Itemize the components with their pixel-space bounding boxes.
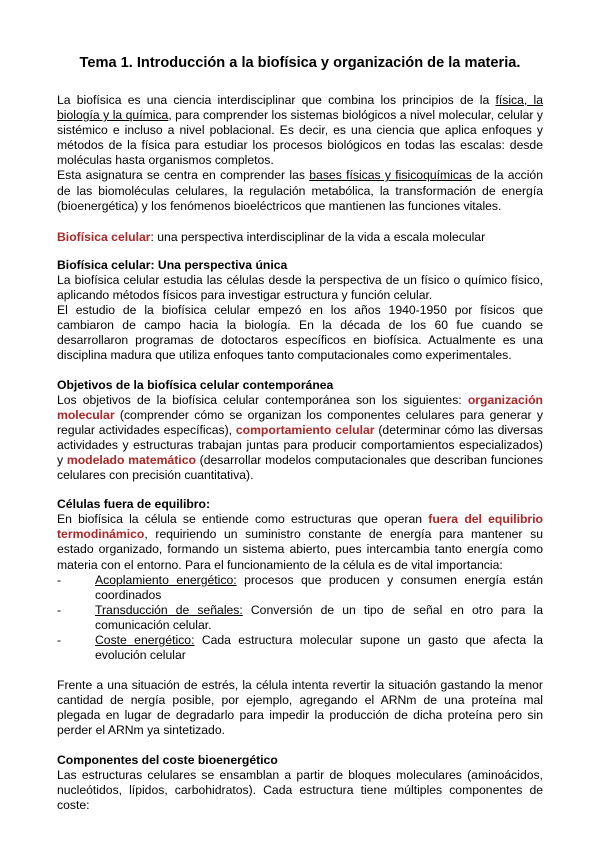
page-title: Tema 1. Introducción a la biofísica y organización de la materia. xyxy=(79,55,521,71)
section-4-title: Componentes del coste bioenergético xyxy=(57,752,278,767)
section-3-paragraph-1 xyxy=(57,512,543,572)
list-item xyxy=(76,573,543,603)
section-1-paragraph-1: La biofísica celular estudia las células desde la perspectiva de un físico o químico físico, aplicando métodos físicos para investigar estructura y función celular. xyxy=(57,272,543,303)
intro-underlined-bases: bases físicas y fisicoquímicas xyxy=(309,168,472,183)
section-2-title: Objetivos de la biofísica celular contemporánea xyxy=(57,377,334,392)
list-item-text: procesos que producen y consumen energía están coordinados xyxy=(95,572,543,602)
intro-text: , para comprender los sistemas biológicos a nivel molecular, celular y sistémico e incluso a nivel poblacional. Es decir, es una ciencia que aplica enfoques y métodos de la física para estudiar los procesos biológicos en todas las escalas: desde moléculas hasta organismos completos. xyxy=(57,108,543,168)
section-2-text: (comprender cómo se organizan los componentes celulares para generar y regular actividades específicas), xyxy=(57,407,543,437)
section-1-title: Biofísica celular: Una perspectiva única xyxy=(57,257,288,272)
list-item-term: Transducción de señales: xyxy=(95,602,243,617)
intro-text: Esta asignatura se centra en comprender las xyxy=(57,168,310,183)
section-3-text: En biofísica la célula se entiende como estructuras que operan xyxy=(57,512,429,527)
list-item xyxy=(76,603,543,633)
keyword-comportamiento-celular: comportamiento celular xyxy=(235,422,375,437)
section-2-paragraph xyxy=(57,393,543,484)
document-body xyxy=(57,93,543,813)
section-2-text: (desarrollar modelos computacionales que describan funciones celulares con precisión cuantitativa). xyxy=(57,452,543,483)
list-item xyxy=(76,633,543,663)
subtitle-highlight: Biofísica celular xyxy=(57,229,151,244)
intro-text: La biofísica es una ciencia interdisciplinar que combina los principios de la xyxy=(57,93,496,107)
section-2-text: (determinar cómo las diversas actividades y estructuras trabajan juntas para producir comportamientos especializados) y xyxy=(57,422,543,467)
section-4-paragraph: Las estructuras celulares se ensamblan a partir de bloques moleculares (aminoácidos, nucleótidos, lípidos, carbohidratos). Cada estructura tiene múltiples componentes de coste: xyxy=(57,767,543,812)
intro-paragraph-2 xyxy=(57,168,543,213)
intro-underlined-disciplines: física, la biología y la química xyxy=(57,93,543,123)
list-item-term: Coste energético: xyxy=(95,633,195,647)
keyword-fuera-del-equilibrio: fuera del equilibrio termodinámico xyxy=(57,512,544,542)
keyword-modelado-matematico: modelado matemático xyxy=(66,452,196,467)
section-3-text: , requiriendo un suministro constante de energía para mantener su estado organizado, formando un sistema abierto, pues intercambia tanto energía como materia con el entorno. Para el funcionamiento de la célula es de vital importancia: xyxy=(57,527,543,572)
subtitle xyxy=(57,230,543,245)
intro-text: de la acción de las biomoléculas celulares, la regulación metabólica, la transformación de energía (bioenergética) y los fenómenos bioeléctricos que mantienen las funciones vitales. xyxy=(57,168,543,213)
section-3-title: Células fuera de equilibro: xyxy=(57,497,211,512)
intro-paragraph-1 xyxy=(57,93,543,168)
list-item-term: Acoplamiento energético: xyxy=(95,572,237,587)
section-2-text: Los objetivos de la biofísica celular contemporánea son los siguientes: xyxy=(57,392,468,407)
subtitle-rest: : una perspectiva interdisciplinar de la vida a escala molecular xyxy=(150,229,486,244)
importance-list xyxy=(57,573,543,664)
keyword-organizacion-molecular: organización molecular xyxy=(57,392,543,422)
list-item-text: Conversión de un tipo de señal en otro para la comunicación celular. xyxy=(95,602,543,632)
section-3-paragraph-2: Frente a una situación de estrés, la célula intenta revertir la situación gastando la menor cantidad de nergía posible, por ejemplo, agregando el ARNm de una proteína mal plegada en lugar de degradarlo para impedir la producción de dicha proteína pero sin perder el ARNm ya sintetizado. xyxy=(57,678,543,738)
list-item-text: Cada estructura molecular supone un gasto que afecta la evolución celular xyxy=(95,633,543,663)
section-1-paragraph-2: El estudio de la biofísica celular empezó en los años 1940-1950 por físicos que cambiaron de campo hacia la biología. En la década de los 60 fue cuando se desarrollaron programas de dotoctaros específicos en biofísica. Actualmente es una disciplina madura que utiliza enfoques tanto computacionales como experimentales. xyxy=(57,303,543,363)
